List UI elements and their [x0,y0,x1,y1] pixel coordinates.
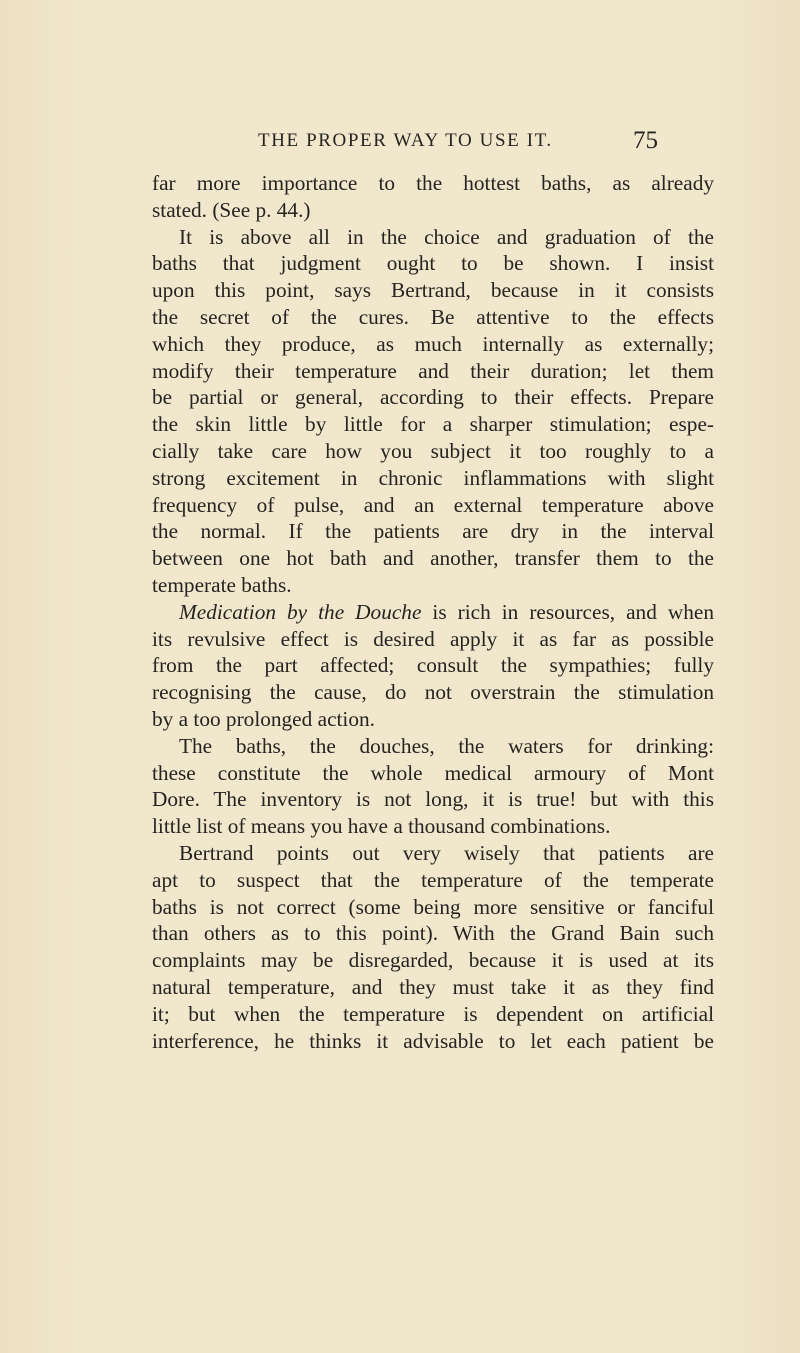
text-line: the normal. If the patients are dry in the interval [152,519,714,544]
text-line: modify their temperature and their duration; let them [152,358,714,383]
text-line: between one hot bath and another, transfer them to the [152,546,714,571]
text-line: recognising the cause, do not overstrain the stimulation [152,680,714,705]
paragraph [152,224,714,599]
text-line: Bertrand points out very wisely that patients are [179,840,714,865]
text-line: upon this point, says Bertrand, because in it consists [152,278,714,303]
text-line: frequency of pulse, and an external temperature above [152,492,714,517]
text-line: far more importance to the hottest baths, as already [152,171,714,195]
text-line: its revulsive effect is desired apply it as far as possible [152,626,714,651]
paragraph [152,840,714,1054]
paragraph [152,733,714,840]
text-line: natural temperature, and they must take it as they find [152,974,714,999]
text-line: stated. (See p. 44.) [152,197,311,222]
text-line: baths is not correct (some being more sensitive or fanciful [152,894,714,919]
text-line: the skin little by little for a sharper stimulation; espe- [152,412,714,437]
text-line [152,599,714,626]
page-number: 75 [633,127,658,154]
text-line: from the part affected; consult the sympathies; fully [152,653,714,678]
italic-heading: Medication by the Douche [179,599,422,624]
paragraph [152,599,714,733]
text-span: is rich in resources, and when [421,599,714,624]
text-line: the secret of the cures. Be attentive to the effects [152,304,714,329]
text-line: by a too prolonged action. [152,706,375,731]
text-line: temperate baths. [152,572,292,597]
text-line: these constitute the whole medical armoury of Mont [152,760,714,785]
text-line: The baths, the douches, the waters for drinking: [179,733,714,758]
text-line: baths that judgment ought to be shown. I insist [152,251,714,276]
running-head: THE PROPER WAY TO USE IT. [258,130,553,151]
text-line: than others as to this point). With the Grand Bain such [152,921,714,946]
text-line: Dore. The inventory is not long, it is true! but with this [152,787,714,812]
text-line: little list of means you have a thousand combinations. [152,814,611,839]
text-line: strong excitement in chronic inflammations with slight [152,465,714,490]
text-line: which they produce, as much internally as externally; [152,331,714,356]
paragraph [152,170,714,224]
text-line: it; but when the temperature is dependent on artificial [152,1001,714,1026]
text-line: complaints may be disregarded, because it is used at its [152,948,714,973]
text-line: It is above all in the choice and graduation of the [179,224,714,249]
text-line: cially take care how you subject it too roughly to a [152,438,714,463]
body-text [152,170,714,1054]
text-line: be partial or general, according to their effects. Prepare [152,385,714,410]
text-line: apt to suspect that the temperature of the temperate [152,867,714,892]
text-line: interference, he thinks it advisable to let each patient be [152,1028,714,1053]
